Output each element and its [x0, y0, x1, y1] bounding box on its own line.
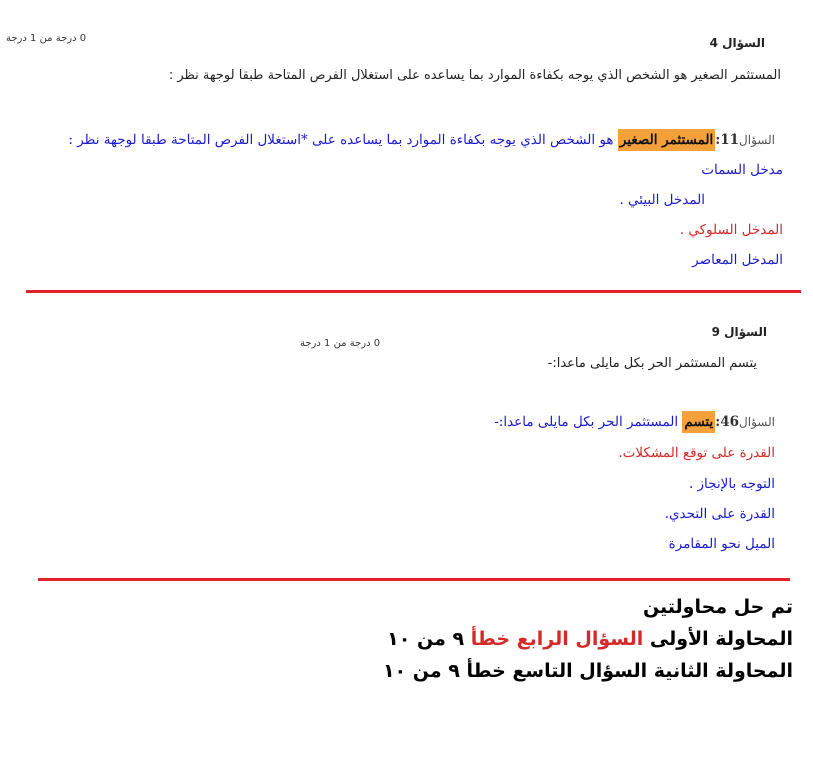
answer-option: القدرة على التحدي. [664, 506, 775, 522]
bank-colon: : [715, 414, 721, 430]
attempt-1-score: ٩ من ١٠ [387, 628, 471, 650]
bank-question-line [494, 414, 775, 430]
bank-number: 46 [720, 414, 740, 430]
grade-label: 0 درجة من 1 درجة [6, 33, 87, 44]
highlighted-term: المستثمر الصغير [618, 129, 715, 151]
answer-option: المدخل المعاصر [692, 252, 783, 268]
question-number: السؤال 9 [711, 325, 767, 339]
divider-line [26, 290, 801, 293]
bank-question-rest: المستثمر الحر بكل مايلى ماعدا:- [494, 414, 683, 430]
bank-colon: : [715, 132, 721, 148]
attempt-1-wrong: السؤال الرابع خطأ [470, 628, 644, 650]
divider-line [38, 578, 790, 581]
summary-title: تم حل محاولتين [642, 596, 793, 618]
grade-label: 0 درجة من 1 درجة [300, 338, 381, 349]
answer-option: التوجه بالإنجاز . [688, 476, 775, 492]
summary-attempt-2: المحاولة الثانية السؤال التاسع خطأ ٩ من ١٠ [382, 660, 793, 682]
bank-prefix: السؤال [739, 415, 775, 429]
answer-option: المدخل البيئي . [619, 192, 705, 208]
highlighted-term: يتسم [682, 411, 715, 433]
answer-option: مدخل السمات [701, 162, 783, 178]
question-text: المستثمر الصغير هو الشخص الذي يوجه بكفاءة الموارد بما يساعده على استغلال الفرص المتاحة طبقا لوجهة نظر : [168, 68, 781, 83]
answer-option: الميل نحو المقامرة [668, 536, 775, 552]
bank-question-line [68, 132, 775, 148]
question-text: يتسم المستثمر الحر بكل مايلى ماعدا:- [547, 356, 757, 371]
answer-option-correct: المدخل السلوكي . [679, 222, 783, 238]
answer-option-correct: القدرة على توقع المشكلات. [618, 445, 775, 461]
question-number: السؤال 4 [709, 36, 765, 50]
attempt-1-label: المحاولة الأولى [643, 628, 793, 650]
bank-prefix: السؤال [739, 133, 775, 147]
bank-number: 11 [720, 132, 740, 148]
summary-attempt-1 [387, 628, 793, 650]
bank-question-rest: هو الشخص الذي يوجه بكفاءة الموارد بما يساعده على *استغلال الفرص المتاحة طبقا لوجهة نظر : [68, 132, 618, 148]
